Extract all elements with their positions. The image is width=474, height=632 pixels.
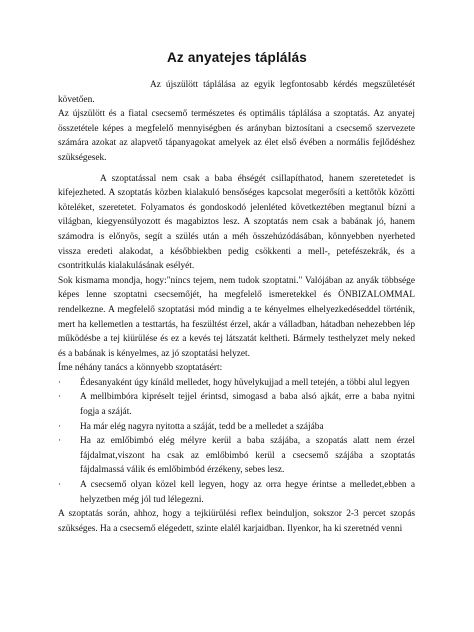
bullet-dot-icon: · xyxy=(58,421,62,432)
tips-heading: Íme néhány tanács a könnyebb szoptatásért: xyxy=(58,363,223,374)
list-item-text: Ha már elég nagyra nyitotta a száját, tedd be a melledet a szájába xyxy=(80,421,324,432)
bullet-dot-icon: · xyxy=(58,392,62,403)
list-item-text: Ha az emlőbimbó elég mélyre kerül a baba szájába, a szopatás alatt nem érzel fájdalmat,viszont ha csak az emlőbimbó kerül a csecsemő szájába a szoptatás fájdalmassá válik és emlőbimbód érzékeny, sebes lesz. xyxy=(80,436,415,476)
list-item-text: A mellbimbóra kipréselt tejjel érintsd, simogasd a baba alsó ajkát, erre a baba nyitni fogja a száját. xyxy=(80,392,415,418)
intro-paragraph: Az újszülött táplálása az egyik legfontosabb kérdés megszületését követően. xyxy=(58,80,415,105)
list-item xyxy=(58,390,415,419)
bonding-benefits-paragraph: A szoptatással nem csak a baba éhségét csillapíthatod, hanem szeretetedet is kifejezheted. A szoptatás közben kialakuló bensőséges kapcsolat megerősíti a kettőtök közötti köteléket, szeretetet. Folyamatos és gondoskodó jelenléted következtében megtanul bízni a világban, kiegyensúlyozott és magabiztos lesz. A szoptatás nem csak a babának jó, hanem számodra is előnyös, segít a szülés után a méh összehúzódásában, könnyebben nyerheted vissza eredeti alakodat, a későbbiekben pedig csökkenti a mell-, petefészekrák, és a csontritkulás kialakulásának esélyét. xyxy=(58,173,415,272)
bullet-dot-icon: · xyxy=(58,480,62,491)
breastfeeding-definition-paragraph: Az újszülött és a fiatal csecsemő természetes és optimális táplálása a szoptatás. Az anyatej összetétele képes a megfelelő mennyiségben és arányban biztosítani a csecsemő szervezete számára azokat az alapvető tápanyagokat amelyek az élet első évében a normális fejlődéshez szükségesek. xyxy=(58,109,415,163)
list-item xyxy=(58,376,415,391)
common-worry-paragraph: Sok kismama mondja, hogy:"nincs tejem, nem tudok szoptatni." Valójában az anyák többsége képes lenne szoptatni csecsemőjét, ha megfelelő ismeretekkel és ÖNBIZALOMMAL rendelkezne. A megfelelő szoptatási mód mindig a te kényelmes elhelyezkedéseddel történik, mert ha kellemetlen a testtartás, ha feszültést érzel, akár a válladban, hátadban nehezebben lép működésbe a tej kiürülése és ez a kevés tej látszatát keltheti. Bármely testhelyzet mely neked és a babának is kényelmes, az jó szoptatási helyzet. xyxy=(58,275,415,359)
list-item xyxy=(58,478,415,507)
list-item-text: A csecsemő olyan közel kell legyen, hogy az orra hegye érintse a melledet,ebben a helyzetben még jól tud lélegezni. xyxy=(80,480,415,505)
list-item-text: Édesanyaként úgy kínáld melledet, hogy hüvelykujjad a mell tetején, a többi alul legyen xyxy=(80,377,410,388)
document-title: Az anyatejes táplálás xyxy=(166,50,308,65)
list-item xyxy=(58,434,415,478)
closing-paragraph: A szoptatás során, ahhoz, hogy a tejkiürülési reflex beinduljon, sokszor 2-3 percet szopás szükséges. Ha a csecsemő elégedett, szinte elalél karjaidban. Ilyenkor, ha ki szeretnéd venni xyxy=(58,509,415,534)
bullet-dot-icon: · xyxy=(58,436,62,447)
bullet-dot-icon: · xyxy=(58,377,62,388)
document-body xyxy=(58,78,415,536)
list-item xyxy=(58,420,415,435)
